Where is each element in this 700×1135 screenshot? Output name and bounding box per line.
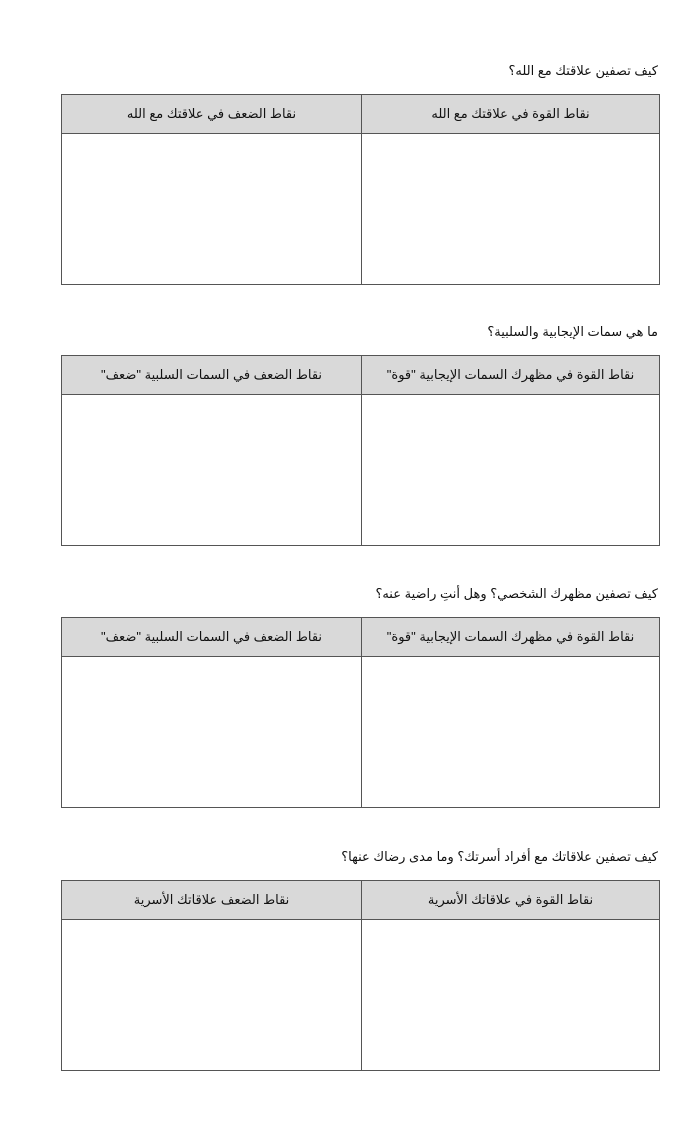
strength-answer-cell-3[interactable] <box>361 657 659 807</box>
weakness-answer-cell-1[interactable] <box>62 134 361 284</box>
weakness-header-3: نقاط الضعف في السمات السلبية "ضعف" <box>62 618 361 657</box>
section-relationship-with-god <box>61 63 660 121</box>
answer-table-2 <box>61 355 660 546</box>
weakness-header-4: نقاط الضعف علاقاتك الأسرية <box>62 881 361 920</box>
question-3: كيف تصفين مظهرك الشخصي؟ وهل أنتِ راضية عنه؟ <box>375 586 658 601</box>
strength-answer-cell-1[interactable] <box>361 134 659 284</box>
strength-header-3: نقاط القوة في مظهرك السمات الإيجابية "قوة" <box>361 618 659 657</box>
strength-answer-cell-4[interactable] <box>361 920 659 1070</box>
answer-table-4 <box>61 880 660 1071</box>
section-positive-negative-traits <box>61 324 660 382</box>
question-4: كيف تصفين علاقاتك مع أفراد أسرتك؟ وما مدى رضاك عنها؟ <box>341 849 658 864</box>
strength-header-1: نقاط القوة في علاقتك مع الله <box>361 95 659 134</box>
weakness-header-1: نقاط الضعف في علاقتك مع الله <box>62 95 361 134</box>
section-personal-appearance <box>61 586 660 644</box>
answer-table-1 <box>61 94 660 285</box>
weakness-header-2: نقاط الضعف في السمات السلبية "ضعف" <box>62 356 361 395</box>
weakness-answer-cell-4[interactable] <box>62 920 361 1070</box>
section-family-relationships <box>61 849 660 907</box>
strength-header-2: نقاط القوة في مظهرك السمات الإيجابية "قوة" <box>361 356 659 395</box>
question-1: كيف تصفين علاقتك مع الله؟ <box>508 63 658 78</box>
weakness-answer-cell-2[interactable] <box>62 395 361 545</box>
strength-answer-cell-2[interactable] <box>361 395 659 545</box>
question-2: ما هي سمات الإيجابية والسلبية؟ <box>487 324 658 339</box>
answer-table-3 <box>61 617 660 808</box>
weakness-answer-cell-3[interactable] <box>62 657 361 807</box>
strength-header-4: نقاط القوة في علاقاتك الأسرية <box>361 881 659 920</box>
